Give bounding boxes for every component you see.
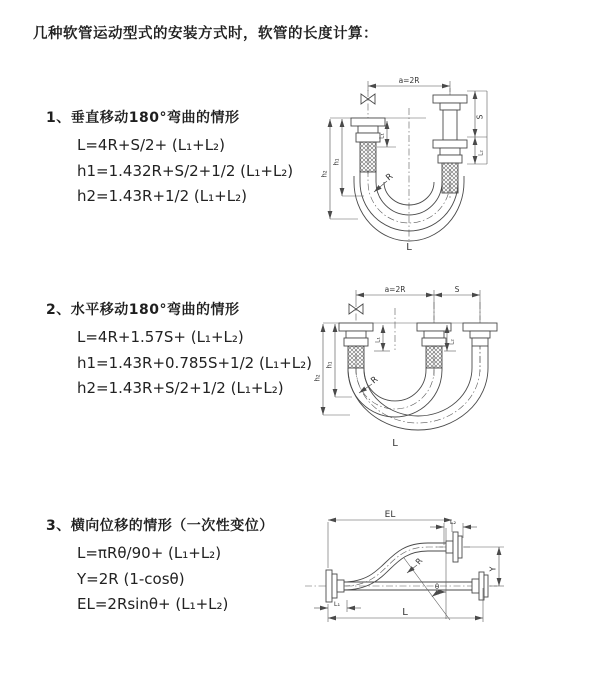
left-flange-fitting [351, 118, 385, 172]
dim-label-l: L [402, 607, 408, 618]
dim-label-h2: h₂ [313, 374, 322, 382]
diagram-horizontal-180-bend [310, 280, 600, 465]
dim-label-r: R [369, 374, 381, 387]
diagram-lateral-displacement [300, 500, 600, 660]
dim-label-l: L [392, 438, 398, 449]
angle-slant-line [404, 558, 450, 620]
radius-leader [407, 565, 417, 573]
dim-label-a2r: a=2R [398, 76, 420, 85]
angle-arc [432, 592, 446, 597]
dim-label-l2: L₂ [477, 150, 485, 156]
section-2 [46, 301, 312, 402]
dim-label-s: S [454, 285, 460, 294]
formula-line: h1=1.432R+S/2+1/2 (L₁+L₂) [77, 161, 294, 180]
formula-line: EL=2Rsinθ+ (L₁+L₂) [77, 595, 229, 613]
formula-line: h2=1.43R+S/2+1/2 (L₁+L₂) [77, 379, 284, 397]
section-2-heading: 2、水平移动180°弯曲的情形 [46, 302, 240, 318]
dim-label-l2: L₂ [448, 339, 456, 345]
section-3-formulas [77, 541, 274, 618]
dim-label-l1: L₁ [378, 133, 386, 139]
page-title: 几种软管运动型式的安装方式时，软管的长度计算： [33, 26, 378, 42]
section-3-heading: 3、横向位移的情形（一次性变位） [46, 518, 274, 534]
formula-line: L=πRθ/90+ (L₁+L₂) [77, 544, 222, 562]
dim-label-s: S [475, 114, 485, 120]
displaced-flange [446, 532, 462, 562]
hose-outer-wall [348, 368, 442, 417]
formula-line: L=4R+1.57S+ (L₁+L₂) [77, 328, 244, 346]
right-flange-fitting [433, 95, 467, 193]
dim-label-y: Y [488, 566, 498, 572]
dim-label-r: R [384, 171, 396, 184]
formula-line: Y=2R (1-cosθ) [77, 569, 185, 588]
hose-centerline [356, 366, 434, 409]
hose-scurve-wall [343, 543, 446, 582]
dim-label-h1: h₁ [325, 361, 334, 369]
dim-label-h2: h₂ [320, 170, 329, 178]
dim-label-l1: L₁ [333, 600, 341, 608]
section-1 [46, 109, 293, 210]
right-flange [472, 572, 488, 600]
dim-label-a2r: a=2R [384, 285, 406, 294]
formula-line: h1=1.43R+0.785S+1/2 (L₁+L₂) [77, 353, 312, 372]
dim-label-l2: L₂ [449, 518, 457, 526]
dim-label-r: R [413, 556, 425, 567]
left-flange [326, 570, 344, 602]
section-3 [46, 517, 274, 618]
hose-moved-inner [364, 346, 472, 416]
right-flange-fitting [463, 323, 497, 346]
dim-label-theta: θ [434, 583, 440, 591]
dim-label-l1: L₁ [374, 337, 382, 343]
dim-label-l: L [406, 242, 412, 253]
section-1-formulas [77, 133, 293, 210]
section-2-formulas [77, 325, 312, 402]
left-flange-fitting [339, 323, 373, 368]
section-1-heading: 1、垂直移动180°弯曲的情形 [46, 110, 240, 126]
dim-label-h1: h₁ [332, 158, 341, 166]
middle-flange-fitting [417, 323, 451, 368]
formula-line: L=4R+S/2+ (L₁+L₂) [77, 136, 225, 154]
diagram-vertical-180-bend [310, 70, 600, 265]
dim-label-el: EL [384, 510, 396, 520]
formula-line: h2=1.43R+1/2 (L₁+L₂) [77, 187, 247, 205]
